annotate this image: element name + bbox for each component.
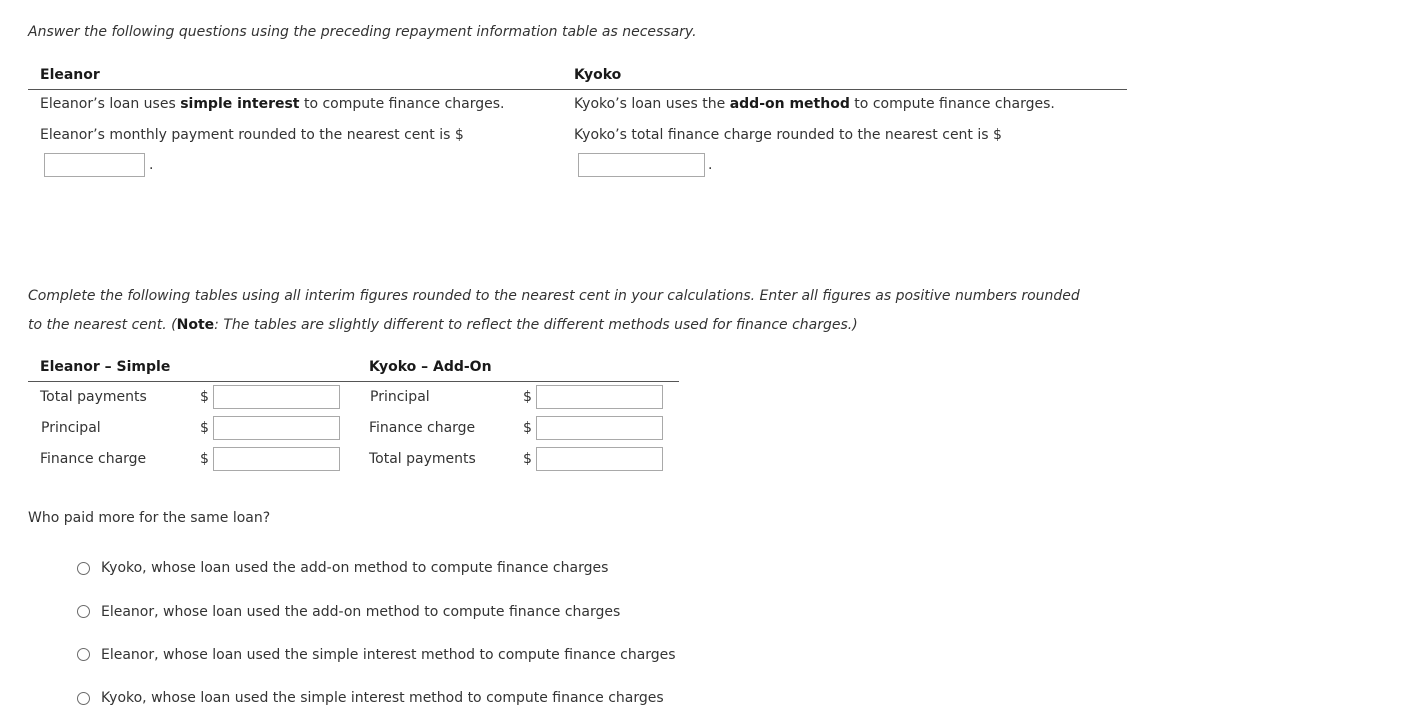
eleanor-row-label-finance-charge: Finance charge: [40, 451, 147, 467]
eleanor-header: Eleanor: [40, 67, 100, 83]
kyoko-row-label-total-payments: Total payments: [369, 451, 476, 467]
eleanor-currency-2: $: [200, 420, 209, 436]
radio-option-3[interactable]: [77, 648, 90, 661]
kyoko-finance-prompt: Kyoko’s total finance charge rounded to the nearest cent is $: [574, 127, 1002, 143]
kyoko-total-payments-input[interactable]: [536, 447, 663, 471]
radio-option-2[interactable]: [77, 605, 90, 618]
question-text: Who paid more for the same loan?: [28, 510, 271, 526]
instructions-line-1: Complete the following tables using all interim figures rounded to the nearest cent in your calculations. Enter all figures as positive numbers rounded: [28, 288, 1080, 304]
eleanor-row-label-principal: Principal: [41, 420, 101, 436]
kyoko-period: .: [708, 157, 713, 173]
eleanor-total-payments-input[interactable]: [213, 385, 340, 409]
kyoko-addon-header: Kyoko – Add-On: [369, 359, 492, 375]
kyoko-header: Kyoko: [574, 67, 622, 83]
option-label-1[interactable]: Kyoko, whose loan used the add-on method to compute finance charges: [101, 560, 609, 576]
eleanor-finance-charge-input[interactable]: [213, 447, 340, 471]
kyoko-method-text: Kyoko’s loan uses the add-on method to compute finance charges.: [574, 96, 1055, 112]
option-label-4[interactable]: Kyoko, whose loan used the simple interest method to compute finance charges: [101, 690, 664, 706]
eleanor-currency-3: $: [200, 451, 209, 467]
eleanor-payment-prompt: Eleanor’s monthly payment rounded to the nearest cent is $: [40, 127, 464, 143]
eleanor-period: .: [149, 157, 154, 173]
kyoko-finance-charge-input[interactable]: [578, 153, 705, 177]
kyoko-currency-1: $: [523, 389, 532, 405]
kyoko-currency-2: $: [523, 420, 532, 436]
kyoko-principal-input[interactable]: [536, 385, 663, 409]
kyoko-row-label-finance-charge: Finance charge: [369, 420, 476, 436]
eleanor-simple-header: Eleanor – Simple: [40, 359, 171, 375]
comparison-table-divider: [28, 381, 679, 382]
radio-option-1[interactable]: [77, 562, 90, 575]
eleanor-monthly-payment-input[interactable]: [44, 153, 145, 177]
radio-option-4[interactable]: [77, 692, 90, 705]
kyoko-row-label-principal: Principal: [370, 389, 430, 405]
repayment-table-divider: [28, 89, 1127, 90]
eleanor-row-label-total-payments: Total payments: [40, 389, 147, 405]
option-label-2[interactable]: Eleanor, whose loan used the add-on method to compute finance charges: [101, 604, 621, 620]
eleanor-principal-input[interactable]: [213, 416, 340, 440]
intro-text: Answer the following questions using the preceding repayment information table as necessary.: [28, 24, 697, 40]
eleanor-method-text: Eleanor’s loan uses simple interest to compute finance charges.: [40, 96, 505, 112]
kyoko-currency-3: $: [523, 451, 532, 467]
option-label-3[interactable]: Eleanor, whose loan used the simple interest method to compute finance charges: [101, 647, 676, 663]
kyoko-finance-charge-table-input[interactable]: [536, 416, 663, 440]
eleanor-currency-1: $: [200, 389, 209, 405]
instructions-line-2: to the nearest cent. (Note: The tables are slightly different to reflect the different methods used for finance charges.): [28, 317, 858, 333]
